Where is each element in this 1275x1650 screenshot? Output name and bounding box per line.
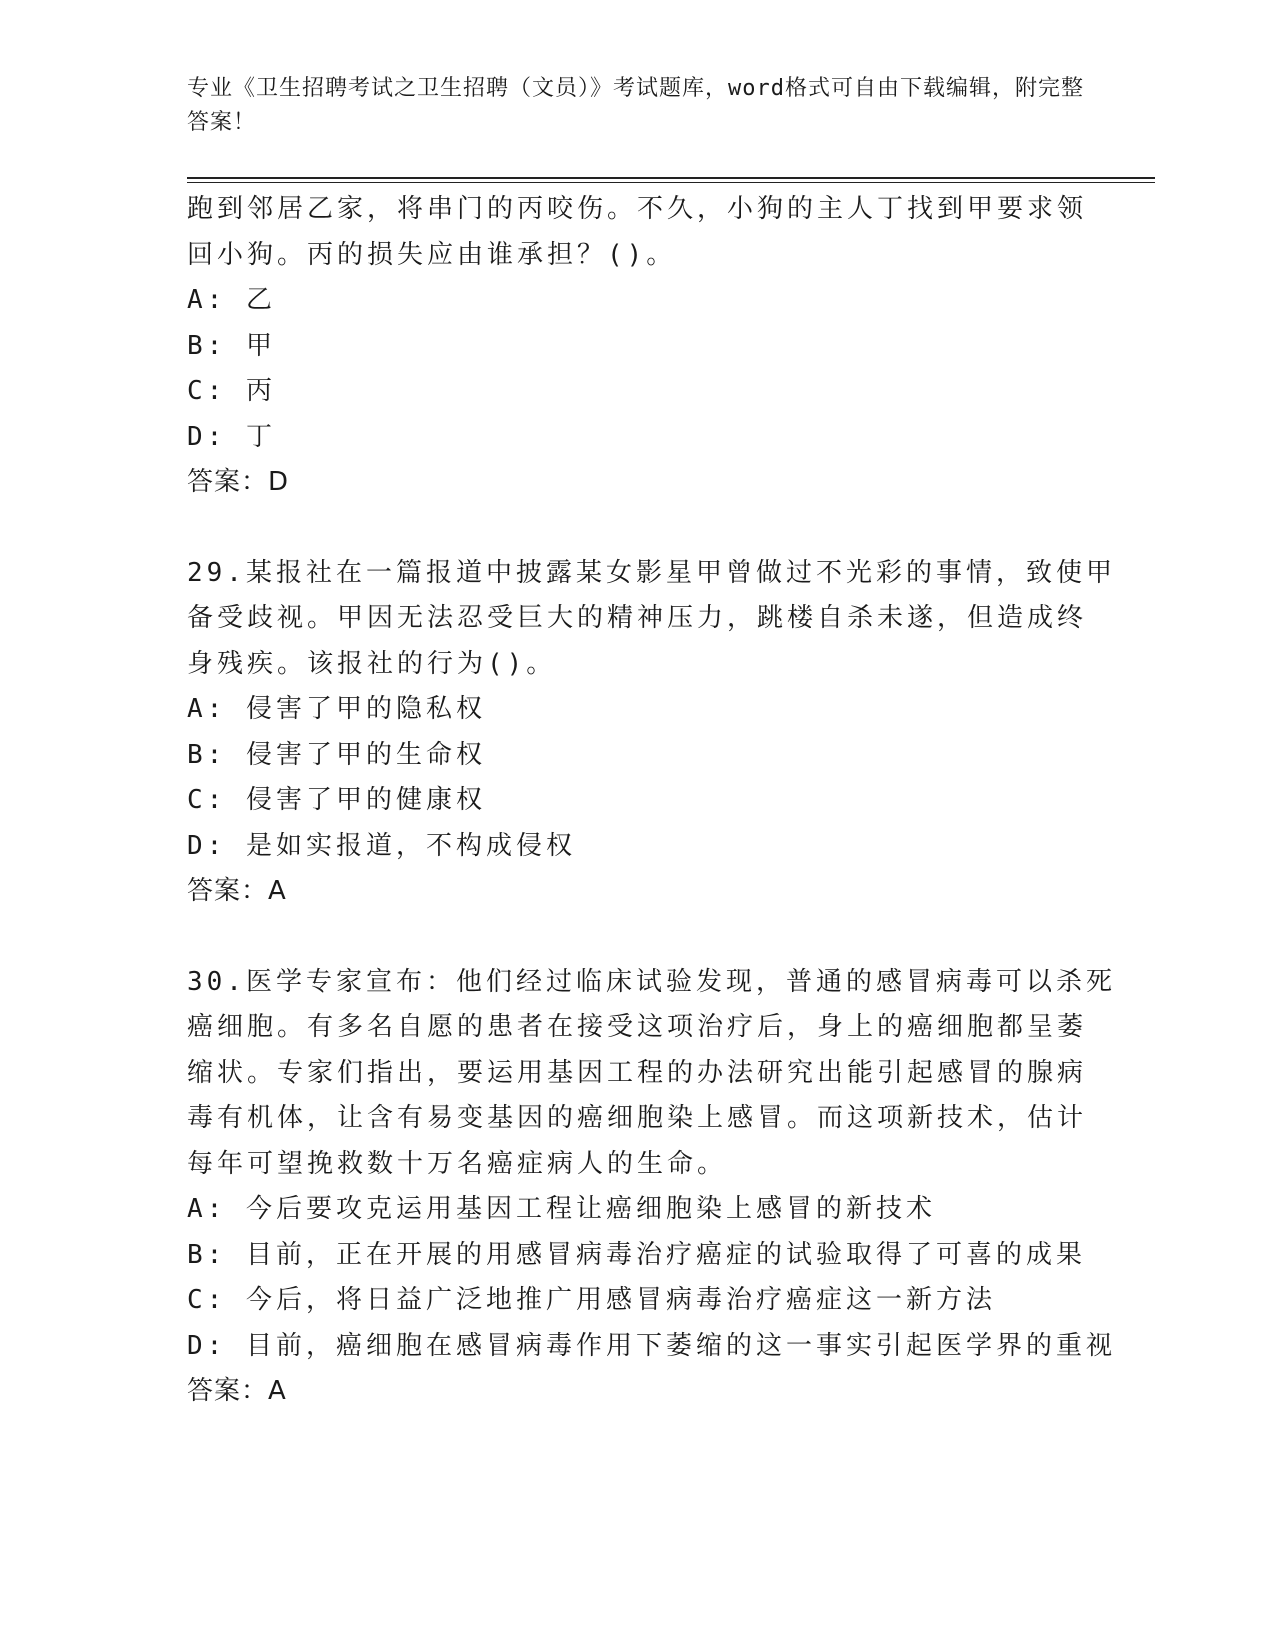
option-d: D: 是如实报道，不构成侵权 (187, 830, 576, 861)
option-c: C: 侵害了甲的健康权 (187, 785, 486, 815)
spacer (187, 506, 1087, 551)
question-text-line: 癌细胞。有多名自愿的患者在接受这项治疗后，身上的癌细胞都呈萎 (187, 1012, 1088, 1042)
option-a: A: 今后要攻克运用基因工程让癌细胞染上感冒的新技术 (187, 1194, 936, 1224)
option-b: B: 目前，正在开展的用感冒病毒治疗癌症的试验取得了可喜的成果 (187, 1239, 1086, 1270)
header-divider-thin (187, 182, 1155, 183)
question-30 (187, 960, 1116, 1415)
spacer (187, 915, 1087, 960)
option-d: D: 丁 (187, 421, 276, 452)
option-a: A: 侵害了甲的隐私权 (187, 694, 486, 724)
header-divider-thick (187, 177, 1155, 179)
option-a: A: 乙 (187, 285, 276, 315)
question-text-line: 身残疾。该报社的行为()。 (187, 648, 557, 679)
answer-line: 答案：A (187, 876, 287, 906)
question-list (187, 187, 1116, 1415)
header-title: 专业《卫生招聘考试之卫生招聘（文员）》考试题库，word格式可自由下载编辑，附完整答案！ (187, 76, 1084, 135)
question-text-line: 备受歧视。甲因无法忍受巨大的精神压力，跳楼自杀未遂，但造成终 (187, 603, 1088, 633)
option-c: C: 今后，将日益广泛地推广用感冒病毒治疗癌症这一新方法 (187, 1285, 996, 1315)
option-b: B: 甲 (187, 330, 276, 361)
question-29 (187, 551, 1116, 915)
option-d: D: 目前，癌细胞在感冒病毒作用下萎缩的这一事实引起医学界的重视 (187, 1330, 1116, 1361)
question-text-line: 29.某报社在一篇报道中披露某女影星甲曾做过不光彩的事情，致使甲 (187, 557, 1116, 588)
document-header (187, 72, 1087, 140)
question-text-line: 毒有机体，让含有易变基因的癌细胞染上感冒。而这项新技术，估计 (187, 1103, 1088, 1133)
option-c: C: 丙 (187, 376, 276, 406)
question-text-line: 跑到邻居乙家，将串门的丙咬伤。不久，小狗的主人丁找到甲要求领 (187, 194, 1088, 224)
question-text-line: 30.医学专家宣布：他们经过临床试验发现，普通的感冒病毒可以杀死 (187, 966, 1116, 997)
question-text-line: 回小狗。丙的损失应由谁承担？()。 (187, 239, 677, 270)
answer-line: 答案：D (187, 467, 290, 497)
answer-line: 答案：A (187, 1376, 287, 1406)
question-28 (187, 187, 1087, 506)
option-b: B: 侵害了甲的生命权 (187, 739, 486, 770)
question-text-line: 每年可望挽救数十万名癌症病人的生命。 (187, 1148, 728, 1179)
question-text-line: 缩状。专家们指出，要运用基因工程的办法研究出能引起感冒的腺病 (187, 1057, 1088, 1088)
